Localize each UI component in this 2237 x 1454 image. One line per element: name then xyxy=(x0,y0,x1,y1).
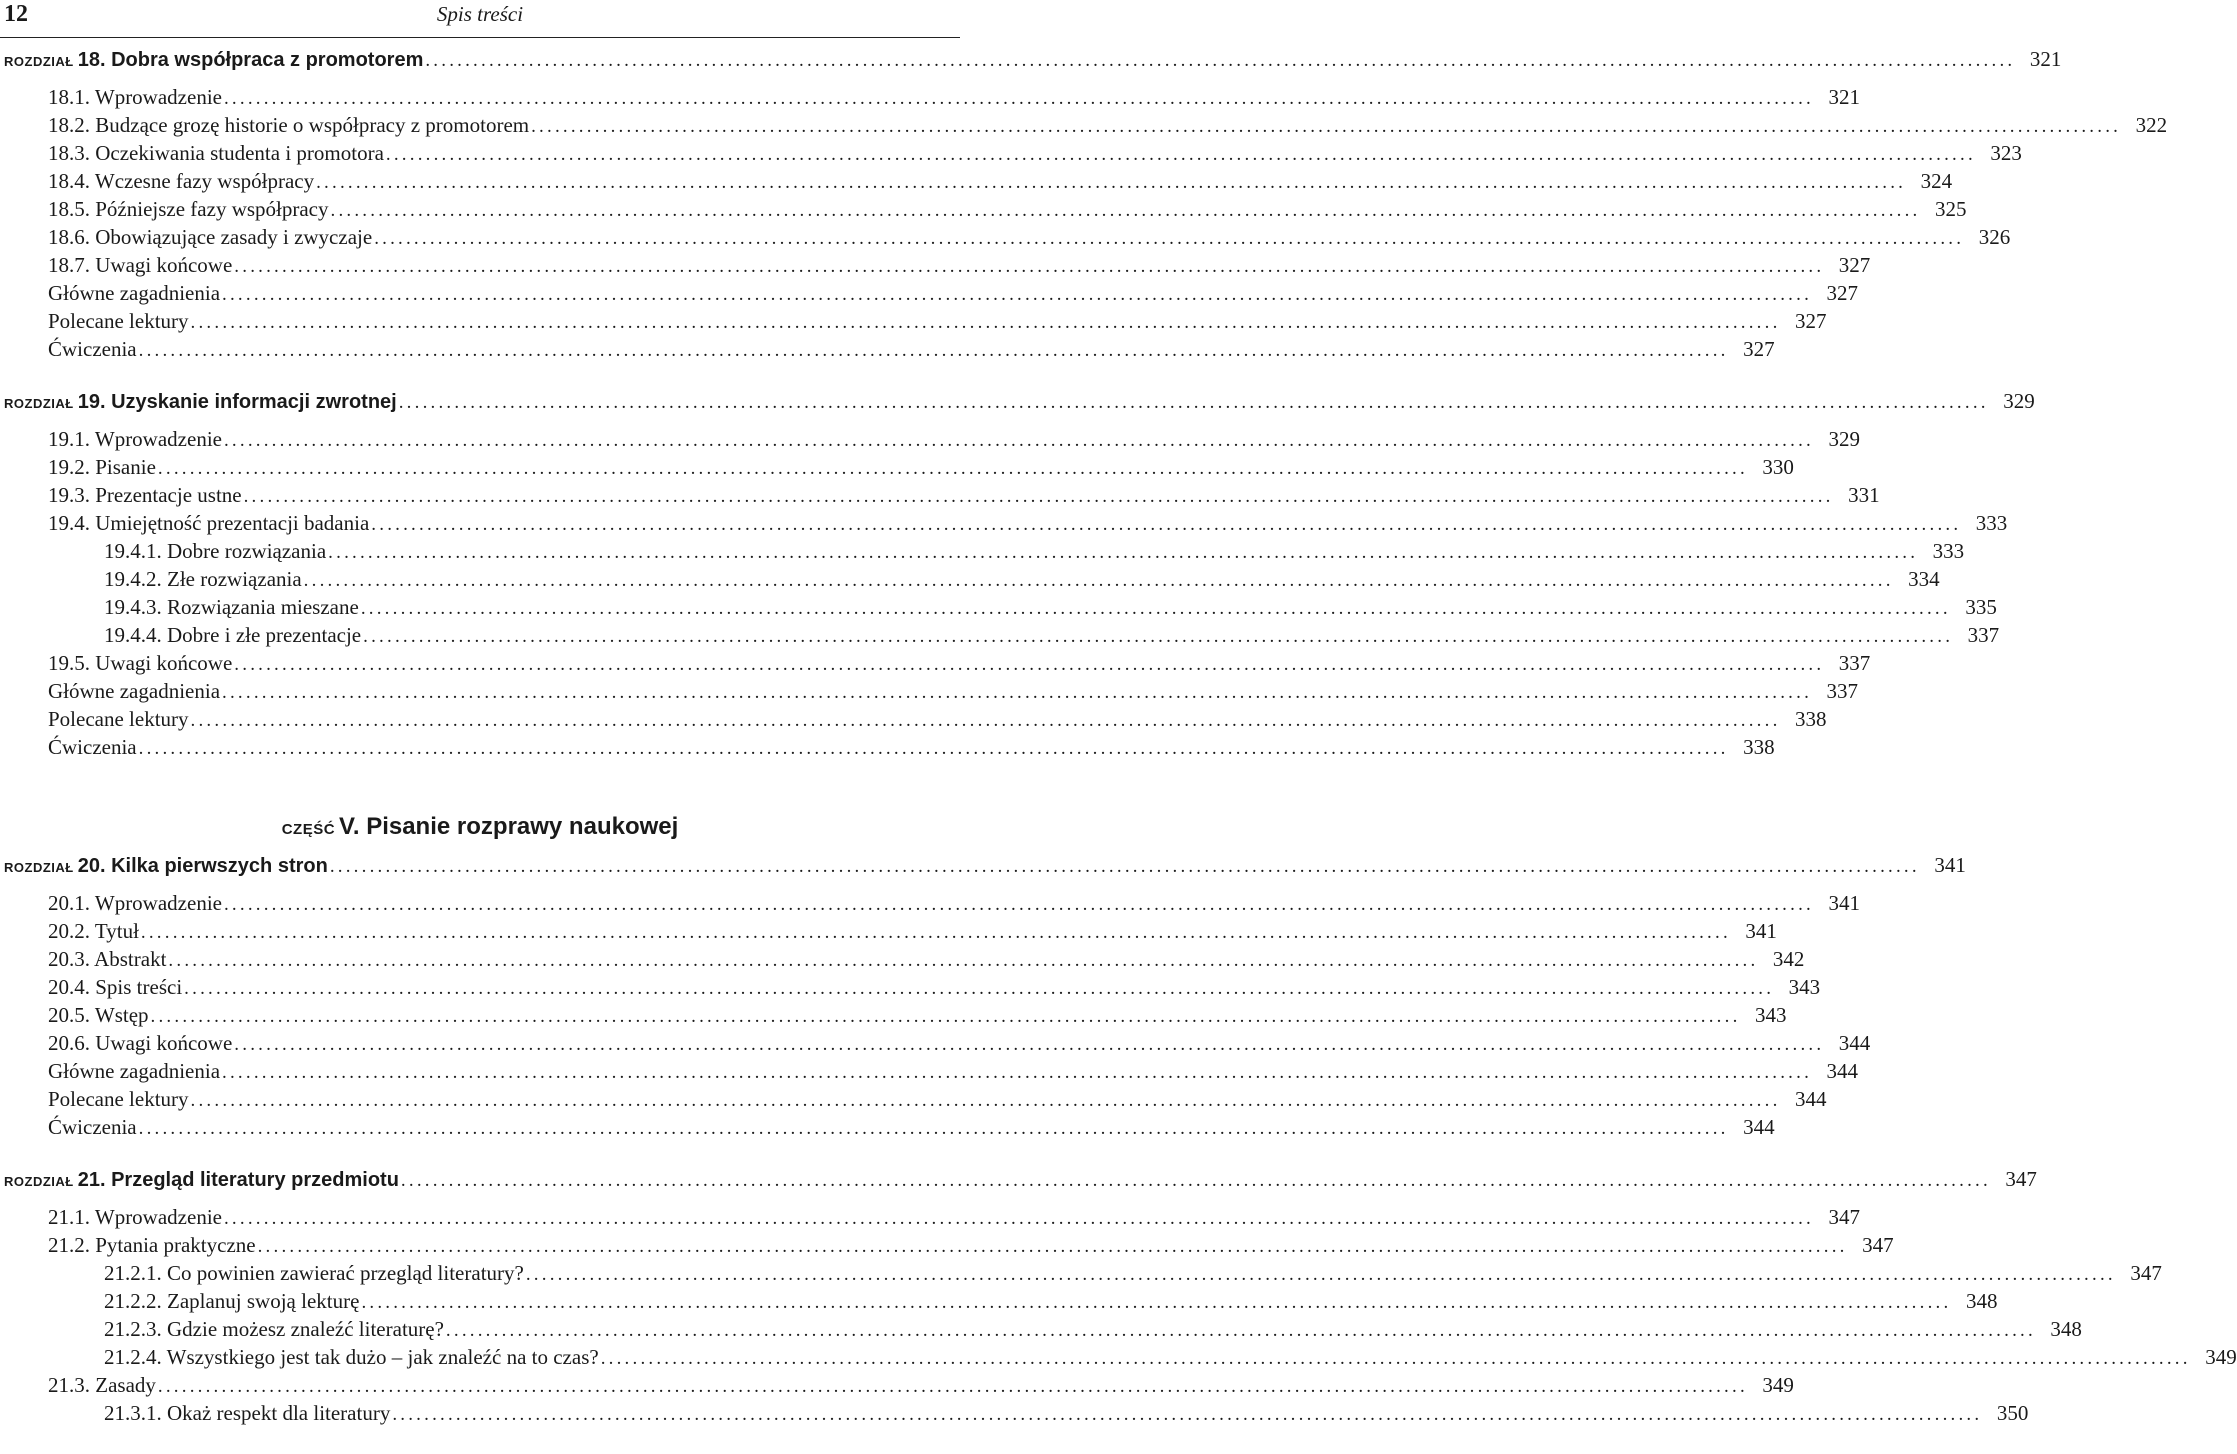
toc-entry-title: 20.6. Uwagi końcowe xyxy=(48,1031,233,1055)
toc-entry-title: 20.1. Wprowadzenie xyxy=(48,891,222,915)
toc-entry[interactable] xyxy=(48,1204,1860,1232)
dot-leader: ........................................................................................................................................................................................................ xyxy=(392,1404,1983,1425)
toc-page-number: 349 xyxy=(1762,1373,1794,1397)
dot-leader: ........................................................................................................................................................................................................ xyxy=(223,88,1814,109)
part-title: V. Pisanie rozprawy naukowej xyxy=(339,813,679,840)
toc-entry[interactable] xyxy=(48,510,2008,538)
dot-leader: ........................................................................................................................................................................................................ xyxy=(243,486,1834,507)
toc-page-number: 341 xyxy=(1934,853,1966,877)
toc-entry-title: 19.2. Pisanie xyxy=(48,455,156,479)
toc-entry-title: 19.5. Uwagi końcowe xyxy=(48,651,233,675)
toc-page-number: 343 xyxy=(1755,1003,1787,1027)
toc-page-number: 341 xyxy=(1745,919,1777,943)
dot-leader: ........................................................................................................................................................................................................ xyxy=(361,1292,1952,1313)
toc-entry-title: 21.3. Zasady xyxy=(48,1373,156,1397)
toc-entry-title: 18.7. Uwagi końcowe xyxy=(48,253,233,277)
toc-entry-title: 18.5. Późniejsze fazy współpracy xyxy=(48,197,329,221)
toc-page-number: 344 xyxy=(1826,1059,1859,1083)
toc-entry-title: 20.2. Tytuł xyxy=(48,919,139,943)
dot-leader: ........................................................................................................................................................................................................ xyxy=(363,626,1954,647)
chapter-prefix: ROZDZIAŁ xyxy=(4,396,74,411)
toc-entry-title: 21.3.1. Okaż respekt dla literatury xyxy=(104,1401,391,1425)
toc-entry[interactable] xyxy=(48,336,1775,364)
toc-page-number: 329 xyxy=(2003,389,2035,413)
dot-leader: ........................................................................................................................................................................................................ xyxy=(138,1118,1729,1139)
dot-leader: ........................................................................................................................................................................................................ xyxy=(525,1264,2116,1285)
toc-page-number: 344 xyxy=(1795,1087,1827,1111)
toc-entry-title: Ćwiczenia xyxy=(48,735,137,759)
toc-entry[interactable] xyxy=(48,454,1794,482)
toc-entry-title xyxy=(4,853,328,881)
toc-page-number: 337 xyxy=(1826,679,1859,703)
toc-entry[interactable] xyxy=(48,252,1871,280)
dot-leader: ........................................................................................................................................................................................................ xyxy=(371,514,1962,535)
toc-page-number: 327 xyxy=(1795,309,1827,333)
toc-entry-title: 18.1. Wprowadzenie xyxy=(48,85,222,109)
chapter-title: 21. Przegląd literatury przedmiotu xyxy=(77,1169,399,1191)
toc-entry[interactable] xyxy=(104,1288,1998,1316)
dot-leader: ........................................................................................................................................................................................................ xyxy=(190,1090,1781,1111)
toc-entry[interactable] xyxy=(48,650,1871,678)
dot-leader: ........................................................................................................................................................................................................ xyxy=(398,392,1989,413)
page-header xyxy=(0,0,960,40)
toc-entry[interactable] xyxy=(48,678,1859,706)
part-prefix: CZĘŚĆ xyxy=(281,821,336,838)
toc-entry[interactable] xyxy=(104,1400,2029,1428)
toc-page-number: 343 xyxy=(1788,975,1821,999)
chapter-prefix: ROZDZIAŁ xyxy=(4,54,74,69)
toc-entry-title: 21.2. Pytania praktyczne xyxy=(48,1233,256,1257)
toc-entry-title: 21.1. Wprowadzenie xyxy=(48,1205,222,1229)
page-number: 12 xyxy=(4,1,28,27)
toc-entry-title: 18.4. Wczesne fazy współpracy xyxy=(48,169,315,193)
toc-entry-title: 19.4.2. Złe rozwiązania xyxy=(104,567,302,591)
dot-leader: ........................................................................................................................................................................................................ xyxy=(157,458,1748,479)
dot-leader: ........................................................................................................................................................................................................ xyxy=(531,116,2122,137)
toc-page-number: 325 xyxy=(1935,197,1967,221)
toc-page-number: 341 xyxy=(1828,891,1860,915)
running-title: Spis treści xyxy=(436,2,524,26)
toc-entry-title: 19.4.3. Rozwiązania mieszane xyxy=(104,595,359,619)
toc-entry-title: Główne zagadnienia xyxy=(48,281,221,305)
dot-leader: ........................................................................................................................................................................................................ xyxy=(140,922,1731,943)
toc-entry-title: Polecane lektury xyxy=(48,1087,189,1111)
toc-page-number: 327 xyxy=(1743,337,1775,361)
toc-entry-title: Ćwiczenia xyxy=(48,1115,137,1139)
toc-entry-title: Główne zagadnienia xyxy=(48,1059,221,1083)
chapter-title: 18. Dobra współpraca z promotorem xyxy=(77,49,424,71)
toc-entry-title: 20.3. Abstrakt xyxy=(48,947,167,971)
toc-entry[interactable] xyxy=(48,890,1860,918)
toc-page-number: 348 xyxy=(2050,1317,2082,1341)
toc-entry-title: 19.4.4. Dobre i złe prezentacje xyxy=(104,623,362,647)
toc-page-number: 326 xyxy=(1978,225,2011,249)
header-rule xyxy=(0,37,960,38)
toc-page-number: 347 xyxy=(2130,1261,2162,1285)
toc-entry-title: 21.2.1. Co powinien zawierać przegląd literatury? xyxy=(104,1261,524,1285)
toc-entry-title: Główne zagadnienia xyxy=(48,679,221,703)
toc-entry[interactable] xyxy=(48,1030,1871,1058)
toc-entry[interactable] xyxy=(104,566,1940,594)
toc-page-number: 333 xyxy=(1932,539,1965,563)
toc-entry[interactable] xyxy=(48,946,1805,974)
toc-entry[interactable] xyxy=(104,1316,2082,1344)
toc-page-number: 344 xyxy=(1838,1031,1871,1055)
toc-entry-title: 20.4. Spis treści xyxy=(48,975,183,999)
chapter-prefix: ROZDZIAŁ xyxy=(4,1174,74,1189)
toc-entry-title: 18.3. Oczekiwania studenta i promotora xyxy=(48,141,384,165)
dot-leader: ........................................................................................................................................................................................................ xyxy=(234,1034,1825,1055)
dot-leader: ........................................................................................................................................................................................................ xyxy=(222,682,1813,703)
toc-entry[interactable] xyxy=(48,706,1827,734)
dot-leader: ........................................................................................................................................................................................................ xyxy=(234,654,1825,675)
toc-entry-title: 20.5. Wstęp xyxy=(48,1003,149,1027)
toc-page-number: 327 xyxy=(1826,281,1859,305)
dot-leader: ........................................................................................................................................................................................................ xyxy=(222,1062,1813,1083)
dot-leader: ........................................................................................................................................................................................................ xyxy=(329,856,1920,877)
dot-leader: ........................................................................................................................................................................................................ xyxy=(157,1376,1748,1397)
toc-page-number: 347 xyxy=(1862,1233,1894,1257)
toc-page-number: 321 xyxy=(2029,47,2062,71)
toc-page-number: 324 xyxy=(1920,169,1953,193)
toc-entry-title: 19.4. Umiejętność prezentacji badania xyxy=(48,511,370,535)
toc-entry[interactable] xyxy=(48,224,2011,252)
dot-leader: ........................................................................................................................................................................................................ xyxy=(328,542,1919,563)
dot-leader: ........................................................................................................................................................................................................ xyxy=(330,200,1921,221)
toc-page-number: 335 xyxy=(1965,595,1997,619)
toc-entry-title: 21.2.4. Wszystkiego jest tak dużo – jak znaleźć na to czas? xyxy=(104,1345,599,1369)
dot-leader: ........................................................................................................................................................................................................ xyxy=(190,710,1781,731)
dot-leader: ........................................................................................................................................................................................................ xyxy=(234,256,1825,277)
dot-leader: ........................................................................................................................................................................................................ xyxy=(600,1348,2191,1369)
toc-entry[interactable] xyxy=(104,594,1997,622)
dot-leader: ........................................................................................................................................................................................................ xyxy=(303,570,1894,591)
toc-entry[interactable] xyxy=(104,622,2000,650)
toc-chapter-entry[interactable] xyxy=(4,1166,2037,1195)
toc-entry[interactable] xyxy=(48,308,1827,336)
dot-leader: ........................................................................................................................................................................................................ xyxy=(138,738,1729,759)
chapter-prefix: ROZDZIAŁ xyxy=(4,860,74,875)
dot-leader: ........................................................................................................................................................................................................ xyxy=(316,172,1907,193)
toc-page-number: 333 xyxy=(1975,511,2008,535)
dot-leader: ........................................................................................................................................................................................................ xyxy=(385,144,1976,165)
toc-entry[interactable] xyxy=(48,112,2168,140)
toc-entry[interactable] xyxy=(48,1232,1894,1260)
toc-page-number: 330 xyxy=(1762,455,1794,479)
chapter-title: 19. Uzyskanie informacji zwrotnej xyxy=(77,391,397,413)
toc-entry[interactable] xyxy=(48,1058,1859,1086)
toc-chapter-entry[interactable] xyxy=(4,852,1966,881)
toc-entry[interactable] xyxy=(48,1086,1827,1114)
toc-page-number: 329 xyxy=(1828,427,1860,451)
toc-entry[interactable] xyxy=(48,280,1859,308)
dot-leader: ........................................................................................................................................................................................................ xyxy=(190,312,1781,333)
chapter-title: 20. Kilka pierwszych stron xyxy=(77,855,328,877)
toc-page-number: 350 xyxy=(1996,1401,2029,1425)
toc-entry[interactable] xyxy=(48,196,1967,224)
toc-page-number: 338 xyxy=(1743,735,1775,759)
toc-entry[interactable] xyxy=(48,1114,1775,1142)
toc-page-number: 322 xyxy=(2135,113,2168,137)
toc-entry-title: Ćwiczenia xyxy=(48,337,137,361)
dot-leader: ........................................................................................................................................................................................................ xyxy=(168,950,1759,971)
toc-page-number: 337 xyxy=(1838,651,1871,675)
toc-page-number: 323 xyxy=(1990,141,2022,165)
toc-entry[interactable] xyxy=(48,1372,1794,1400)
toc-entry[interactable] xyxy=(48,482,1880,510)
toc-page-number: 337 xyxy=(1967,623,2000,647)
toc-entry[interactable] xyxy=(48,84,1860,112)
dot-leader: ........................................................................................................................................................................................................ xyxy=(184,978,1775,999)
toc-entry-title: 18.2. Budzące grozę historie o współpracy z promotorem xyxy=(48,113,530,137)
dot-leader: ........................................................................................................................................................................................................ xyxy=(223,894,1814,915)
toc-entry-title: 19.1. Wprowadzenie xyxy=(48,427,222,451)
dot-leader: ........................................................................................................................................................................................................ xyxy=(223,430,1814,451)
toc-entry[interactable] xyxy=(104,1260,2162,1288)
toc-entry-title xyxy=(4,47,423,75)
dot-leader: ........................................................................................................................................................................................................ xyxy=(150,1006,1741,1027)
toc-page-number: 331 xyxy=(1848,483,1880,507)
toc-page-number: 342 xyxy=(1772,947,1805,971)
part-heading xyxy=(0,812,960,845)
toc-page-number: 327 xyxy=(1838,253,1871,277)
toc-page-number: 344 xyxy=(1743,1115,1775,1139)
dot-leader: ........................................................................................................................................................................................................ xyxy=(138,340,1729,361)
dot-leader: ........................................................................................................................................................................................................ xyxy=(374,228,1965,249)
toc-entry[interactable] xyxy=(48,1002,1787,1030)
toc-entry-title: 19.3. Prezentacje ustne xyxy=(48,483,242,507)
toc-page-number: 334 xyxy=(1908,567,1940,591)
toc-entry-title: Polecane lektury xyxy=(48,707,189,731)
dot-leader: ........................................................................................................................................................................................................ xyxy=(360,598,1951,619)
toc-entry-title xyxy=(4,1167,399,1195)
toc-page-number: 321 xyxy=(1828,85,1860,109)
toc-page-number: 348 xyxy=(1965,1289,1998,1313)
toc-chapter-entry[interactable] xyxy=(4,46,2062,75)
toc-page-number: 347 xyxy=(1828,1205,1860,1229)
dot-leader: ........................................................................................................................................................................................................ xyxy=(223,1208,1814,1229)
toc-entry[interactable] xyxy=(48,734,1775,762)
toc-chapter-entry[interactable] xyxy=(4,388,2035,417)
toc-entry-title: Polecane lektury xyxy=(48,309,189,333)
toc-entry[interactable] xyxy=(48,426,1860,454)
dot-leader: ........................................................................................................................................................................................................ xyxy=(222,284,1813,305)
dot-leader: ........................................................................................................................................................................................................ xyxy=(445,1320,2036,1341)
toc-entry[interactable] xyxy=(48,168,1953,196)
toc-entry[interactable] xyxy=(104,1344,2237,1372)
toc-entry-title xyxy=(4,389,397,417)
toc-entry[interactable] xyxy=(48,140,2022,168)
dot-leader: ........................................................................................................................................................................................................ xyxy=(400,1170,1991,1191)
toc-entry[interactable] xyxy=(104,538,1965,566)
toc-entry-title: 18.6. Obowiązujące zasady i zwyczaje xyxy=(48,225,373,249)
toc-page-number: 349 xyxy=(2205,1345,2237,1369)
toc-entry[interactable] xyxy=(48,918,1777,946)
dot-leader: ........................................................................................................................................................................................................ xyxy=(425,50,2016,71)
dot-leader: ........................................................................................................................................................................................................ xyxy=(257,1236,1848,1257)
toc-page-number: 338 xyxy=(1795,707,1827,731)
toc-entry-title: 21.2.3. Gdzie możesz znaleźć literaturę? xyxy=(104,1317,444,1341)
toc-entry[interactable] xyxy=(48,974,1821,1002)
toc-entry-title: 21.2.2. Zaplanuj swoją lekturę xyxy=(104,1289,360,1313)
toc-page-number: 347 xyxy=(2005,1167,2037,1191)
toc-entry-title: 19.4.1. Dobre rozwiązania xyxy=(104,539,327,563)
